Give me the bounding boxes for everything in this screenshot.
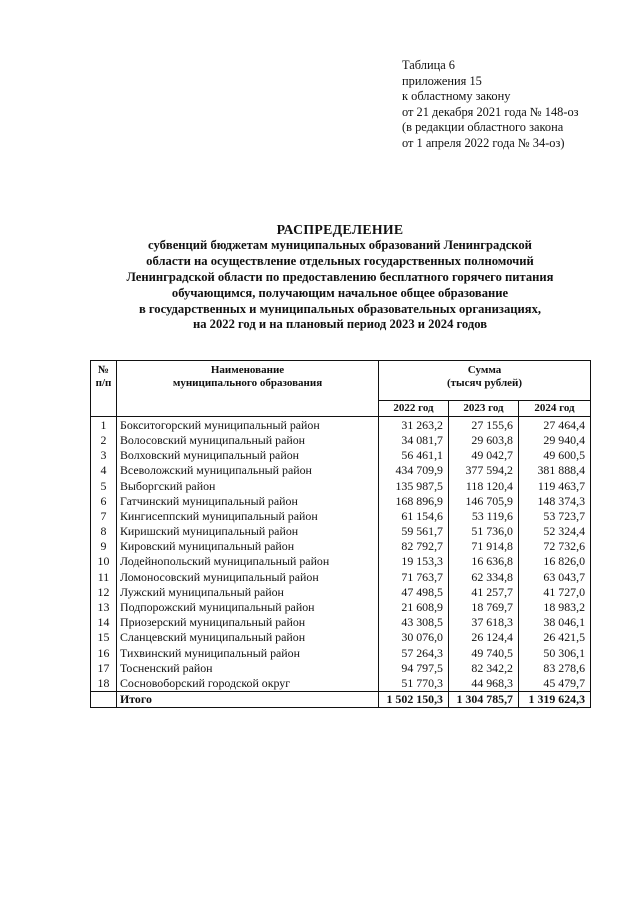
table-row: [91, 417, 591, 433]
row-name: Подпорожский муниципальный район: [117, 599, 379, 614]
header-year-2024: 2024 год: [519, 401, 591, 417]
value-2023: 49 042,7: [449, 448, 519, 463]
row-name: Волосовский муниципальный район: [117, 432, 379, 447]
total-number-cell: [91, 691, 117, 707]
row-name: Выборгский район: [117, 478, 379, 493]
table-row: [91, 432, 591, 447]
header-sum-line1: Сумма: [467, 364, 502, 376]
title-line: области на осуществление отдельных государственных полномочий: [146, 253, 534, 268]
row-number: 12: [91, 584, 117, 599]
value-2023: 16 636,8: [449, 554, 519, 569]
row-number: 8: [91, 524, 117, 539]
row-number: 5: [91, 478, 117, 493]
total-2022: 1 502 150,3: [379, 691, 449, 707]
value-2024: 29 940,4: [519, 432, 591, 447]
row-name: Тихвинский муниципальный район: [117, 645, 379, 660]
row-name: Лужский муниципальный район: [117, 584, 379, 599]
table-row: [91, 493, 591, 508]
row-name: Тосненский район: [117, 660, 379, 675]
value-2024: 83 278,6: [519, 660, 591, 675]
table-row: [91, 584, 591, 599]
total-2023: 1 304 785,7: [449, 691, 519, 707]
row-number: 15: [91, 630, 117, 645]
header-sum: [379, 361, 591, 401]
value-2022: 135 987,5: [379, 478, 449, 493]
row-number: 9: [91, 539, 117, 554]
row-number: 13: [91, 599, 117, 614]
row-number: 16: [91, 645, 117, 660]
header-year-2023: 2023 год: [449, 401, 519, 417]
value-2022: 168 896,9: [379, 493, 449, 508]
value-2024: 148 374,3: [519, 493, 591, 508]
table-row: [91, 463, 591, 478]
header-name: [117, 361, 379, 417]
row-number: 2: [91, 432, 117, 447]
row-name: Сланцевский муниципальный район: [117, 630, 379, 645]
row-number: 3: [91, 448, 117, 463]
value-2024: 41 727,0: [519, 584, 591, 599]
value-2023: 27 155,6: [449, 417, 519, 433]
row-number: 14: [91, 615, 117, 630]
value-2023: 377 594,2: [449, 463, 519, 478]
annex-line: к областному закону: [402, 89, 511, 104]
table-row: [91, 524, 591, 539]
value-2023: 49 740,5: [449, 645, 519, 660]
value-2023: 51 736,0: [449, 524, 519, 539]
value-2022: 61 154,6: [379, 508, 449, 523]
value-2023: 29 603,8: [449, 432, 519, 447]
row-name: Приозерский муниципальный район: [117, 615, 379, 630]
row-number: 17: [91, 660, 117, 675]
table-row: [91, 448, 591, 463]
value-2024: 53 723,7: [519, 508, 591, 523]
value-2024: 26 421,5: [519, 630, 591, 645]
header-number: [91, 361, 117, 417]
row-name: Кировский муниципальный район: [117, 539, 379, 554]
value-2024: 45 479,7: [519, 675, 591, 691]
annex-line: (в редакции областного закона: [402, 120, 564, 135]
table-row: [91, 630, 591, 645]
row-number: 7: [91, 508, 117, 523]
header-number-line2: п/п: [95, 377, 112, 389]
title-line: Ленинградской области по предоставлению бесплатного горячего питания: [126, 269, 554, 284]
row-name: Лодейнопольский муниципальный район: [117, 554, 379, 569]
value-2022: 94 797,5: [379, 660, 449, 675]
annex-line: от 1 апреля 2022 года № 34-оз): [402, 135, 565, 150]
value-2023: 18 769,7: [449, 599, 519, 614]
value-2022: 43 308,5: [379, 615, 449, 630]
value-2022: 34 081,7: [379, 432, 449, 447]
document-title: [70, 222, 610, 333]
table-row: [91, 599, 591, 614]
value-2023: 37 618,3: [449, 615, 519, 630]
subvention-table: [90, 360, 591, 708]
row-name: Сосновоборский городской округ: [117, 675, 379, 691]
header-number-line1: №: [97, 364, 110, 376]
value-2024: 381 888,4: [519, 463, 591, 478]
value-2024: 18 983,2: [519, 599, 591, 614]
value-2024: 52 324,4: [519, 524, 591, 539]
value-2024: 49 600,5: [519, 448, 591, 463]
value-2022: 57 264,3: [379, 645, 449, 660]
value-2024: 119 463,7: [519, 478, 591, 493]
header-year-2022: 2022 год: [379, 401, 449, 417]
value-2022: 31 263,2: [379, 417, 449, 433]
title-main: РАСПРЕДЕЛЕНИЕ: [276, 222, 404, 237]
header-name-line1: Наименование: [210, 364, 285, 376]
row-number: 11: [91, 569, 117, 584]
value-2024: 38 046,1: [519, 615, 591, 630]
value-2023: 146 705,9: [449, 493, 519, 508]
value-2023: 41 257,7: [449, 584, 519, 599]
value-2022: 51 770,3: [379, 675, 449, 691]
row-name: Ломоносовский муниципальный район: [117, 569, 379, 584]
value-2022: 19 153,3: [379, 554, 449, 569]
value-2022: 71 763,7: [379, 569, 449, 584]
value-2024: 50 306,1: [519, 645, 591, 660]
table-row: [91, 660, 591, 675]
title-line: в государственных и муниципальных образовательных организациях,: [138, 301, 542, 316]
total-2024: 1 319 624,3: [519, 691, 591, 707]
row-number: 6: [91, 493, 117, 508]
title-line: на 2022 год и на плановый период 2023 и 2024 годов: [192, 317, 488, 332]
value-2024: 63 043,7: [519, 569, 591, 584]
value-2022: 434 709,9: [379, 463, 449, 478]
row-number: 1: [91, 417, 117, 433]
row-name: Гатчинский муниципальный район: [117, 493, 379, 508]
row-name: Всеволожский муниципальный район: [117, 463, 379, 478]
header-name-line2: муниципального образования: [172, 377, 323, 389]
total-label: Итого: [117, 691, 379, 707]
annex-line: приложения 15: [402, 73, 482, 88]
value-2023: 26 124,4: [449, 630, 519, 645]
value-2022: 30 076,0: [379, 630, 449, 645]
table-row: [91, 508, 591, 523]
value-2024: 72 732,6: [519, 539, 591, 554]
row-name: Кингисеппский муниципальный район: [117, 508, 379, 523]
title-line: обучающимся, получающим начальное общее образование: [171, 285, 509, 300]
value-2023: 53 119,6: [449, 508, 519, 523]
title-line: субвенций бюджетам муниципальных образований Ленинградской: [148, 237, 532, 252]
table-row: [91, 554, 591, 569]
annex-reference: [402, 58, 632, 152]
value-2022: 82 792,7: [379, 539, 449, 554]
value-2024: 27 464,4: [519, 417, 591, 433]
table-row: [91, 615, 591, 630]
table-row: [91, 478, 591, 493]
row-number: 18: [91, 675, 117, 691]
value-2023: 82 342,2: [449, 660, 519, 675]
row-name: Бокситогорский муниципальный район: [117, 417, 379, 433]
value-2023: 118 120,4: [449, 478, 519, 493]
row-name: Волховский муниципальный район: [117, 448, 379, 463]
value-2023: 62 334,8: [449, 569, 519, 584]
row-number: 10: [91, 554, 117, 569]
total-row: [91, 691, 591, 707]
row-number: 4: [91, 463, 117, 478]
value-2023: 71 914,8: [449, 539, 519, 554]
table-row: [91, 675, 591, 691]
value-2023: 44 968,3: [449, 675, 519, 691]
value-2022: 56 461,1: [379, 448, 449, 463]
annex-line: Таблица 6: [402, 58, 455, 72]
table-row: [91, 539, 591, 554]
value-2024: 16 826,0: [519, 554, 591, 569]
row-name: Киришский муниципальный район: [117, 524, 379, 539]
value-2022: 47 498,5: [379, 584, 449, 599]
table-row: [91, 645, 591, 660]
table-row: [91, 569, 591, 584]
header-sum-line2: (тысяч рублей): [446, 377, 523, 389]
annex-line: от 21 декабря 2021 года № 148-оз: [402, 104, 579, 119]
value-2022: 59 561,7: [379, 524, 449, 539]
value-2022: 21 608,9: [379, 599, 449, 614]
